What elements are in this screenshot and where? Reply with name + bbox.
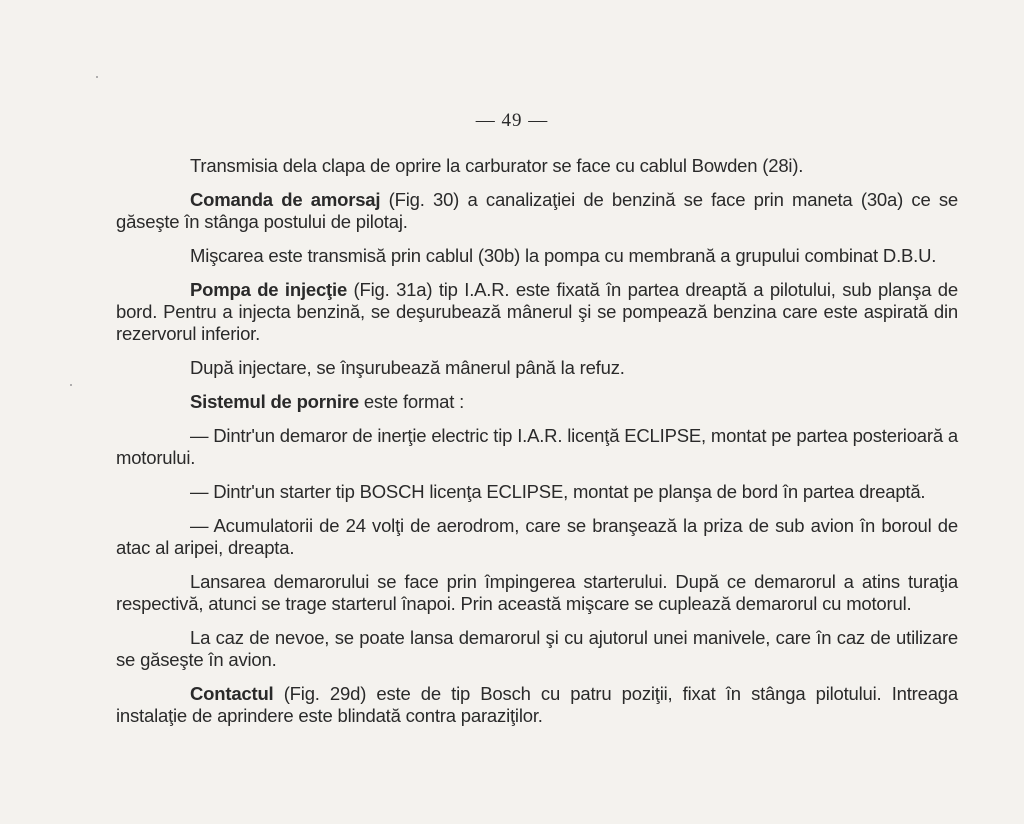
paper-speck	[70, 384, 72, 386]
paragraph-text: Transmisia dela clapa de oprire la carburator se face cu cablul Bowden (28i).	[190, 155, 804, 176]
paragraph-text: Lansarea demarorului se face prin împingerea starterului. După ce demarorul a atins turaţia respectivă, atunci se trage starterul înapoi. Prin această mişcare se cuplează demarorul cu motorul.	[116, 571, 958, 614]
paragraph	[116, 627, 958, 671]
paragraph	[116, 245, 958, 267]
paragraph	[116, 683, 958, 727]
paragraph	[116, 425, 958, 469]
paragraph-lead: Contactul	[190, 683, 274, 704]
paragraph-text: (Fig. 31a) tip I.A.R. este fixată în partea dreaptă a pilotului, sub planşa de bord. Pentru a injecta benzină, se deşurubează mânerul şi se pompează benzina care este aspirată din rezervorul inferior.	[116, 279, 958, 344]
paragraph	[116, 481, 958, 503]
paper-speck	[96, 76, 98, 78]
paragraph-text: (Fig. 30) a canalizaţiei de benzină se face prin maneta (30a) ce se găseşte în stânga postului de pilotaj.	[116, 189, 959, 232]
paragraph-lead: Comanda de amorsaj	[190, 189, 381, 210]
paragraph	[116, 155, 958, 177]
paragraph-text: — Acumulatorii de 24 volţi de aerodrom, care se branşează la priza de sub avion în boroul de atac al aripei, dreapta.	[116, 515, 958, 558]
page-number: — 49 —	[475, 110, 549, 131]
paragraph	[116, 189, 958, 233]
body-text	[116, 155, 958, 739]
paragraph-text: — Dintr'un starter tip BOSCH licenţa ECLIPSE, montat pe planşa de bord în partea dreaptă.	[190, 481, 926, 502]
paragraph	[116, 515, 958, 559]
paragraph	[116, 279, 958, 345]
paragraph	[116, 391, 958, 413]
paragraph-lead: Pompa de injecţie	[190, 279, 348, 300]
paragraph-text: După injectare, se înşurubează mânerul până la refuz.	[190, 357, 625, 378]
paragraph-text: La caz de nevoe, se poate lansa demarorul şi cu ajutorul unei manivele, care în caz de utilizare se găseşte în avion.	[116, 627, 958, 670]
paragraph	[116, 357, 958, 379]
paragraph-text: — Dintr'un demaror de inerţie electric tip I.A.R. licenţă ECLIPSE, montat pe partea posterioară a motorului.	[116, 425, 958, 468]
paragraph-text: Mişcarea este transmisă prin cablul (30b) la pompa cu membrană a grupului combinat D.B.U.	[190, 245, 937, 266]
paragraph-text: este format :	[358, 391, 465, 412]
paragraph-text: (Fig. 29d) este de tip Bosch cu patru poziţii, fixat în stânga pilotului. Intreaga instalaţie de aprindere este blindată contra paraziţilor.	[116, 683, 958, 726]
paragraph-lead: Sistemul de pornire	[190, 391, 359, 412]
paragraph	[116, 571, 958, 615]
